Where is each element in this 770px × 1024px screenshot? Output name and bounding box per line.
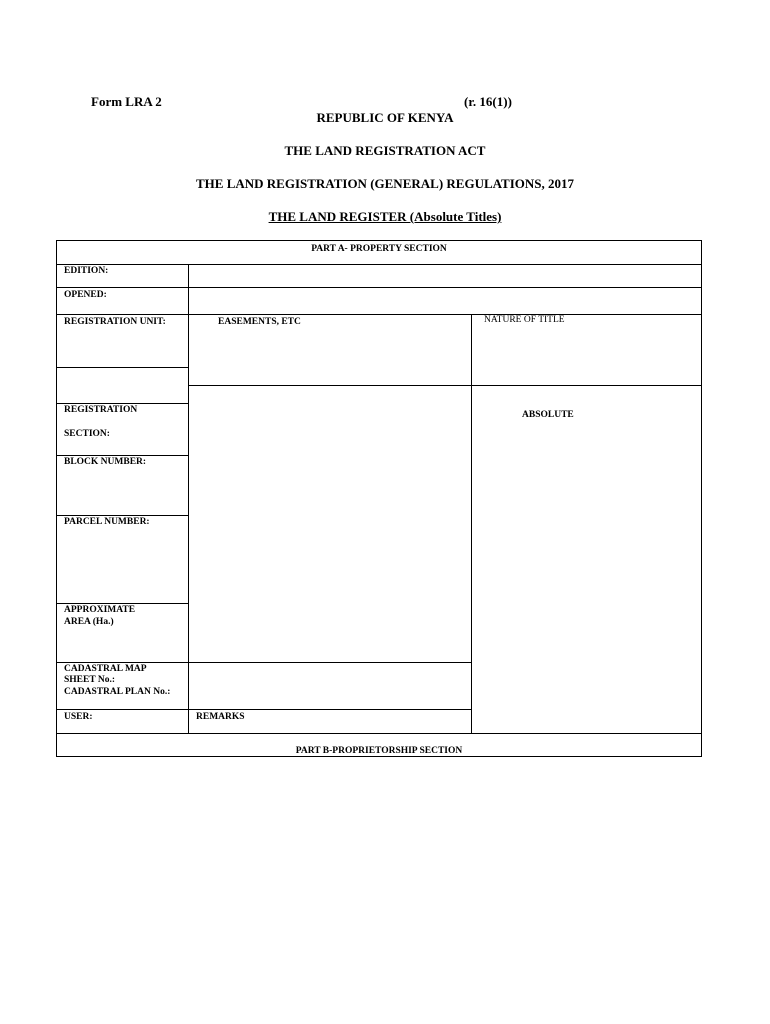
registration-unit-field[interactable] [57,368,188,403]
registration-unit-label: REGISTRATION UNIT: [64,317,166,327]
area-label: AREA (Ha.) [64,617,114,627]
user-label: USER: [64,712,93,722]
rule-left-5 [57,603,188,604]
act-title: THE LAND REGISTRATION ACT [284,143,486,158]
sheet-no-label: SHEET No.: [64,675,116,685]
section-label: SECTION: [64,429,110,439]
land-register-table [56,240,702,757]
easements-label: EASEMENTS, ETC [218,317,301,327]
remarks-label: REMARKS [196,712,245,722]
registration-label: REGISTRATION [64,405,138,415]
opened-field[interactable] [189,288,701,314]
easements-field[interactable] [189,386,471,662]
part-b-heading: PART B-PROPRIETORSHIP SECTION [295,746,463,756]
regulations-title: THE LAND REGISTRATION (GENERAL) REGULATIONS, 2017 [195,176,575,191]
part-a-heading: PART A- PROPERTY SECTION [311,244,447,254]
register-title-text: THE LAND REGISTER (Absolute Titles) [268,209,502,224]
rule-left-2 [57,403,188,404]
parcel-number-field[interactable] [57,531,188,603]
rule-under-opened [57,314,701,315]
cadastral-plan-label: CADASTRAL PLAN No.: [64,687,171,697]
rule-vertical-right [471,314,472,733]
cadastral-field[interactable] [189,663,471,709]
absolute-value: ABSOLUTE [522,410,574,420]
rule-above-part-b [57,733,701,734]
rule-left-3 [57,455,188,456]
rule-above-user [57,709,472,710]
approximate-label: APPROXIMATE [64,605,136,615]
form-label: Form LRA 2 [91,94,162,109]
block-number-label: BLOCK NUMBER: [64,457,147,467]
cadastral-map-label: CADASTRAL MAP [64,664,147,674]
parcel-number-label: PARCEL NUMBER: [64,517,150,527]
rule-left-6 [57,662,188,663]
country-title: REPUBLIC OF KENYA [316,110,454,125]
rule-left-4 [57,515,188,516]
opened-label: OPENED: [64,290,107,300]
rule-reference: (r. 16(1)) [464,94,512,109]
register-title [0,209,770,225]
nature-of-title-label: NATURE OF TITLE [484,315,565,325]
block-number-field[interactable] [57,473,188,515]
edition-field[interactable] [189,265,701,287]
edition-label: EDITION: [64,266,109,276]
